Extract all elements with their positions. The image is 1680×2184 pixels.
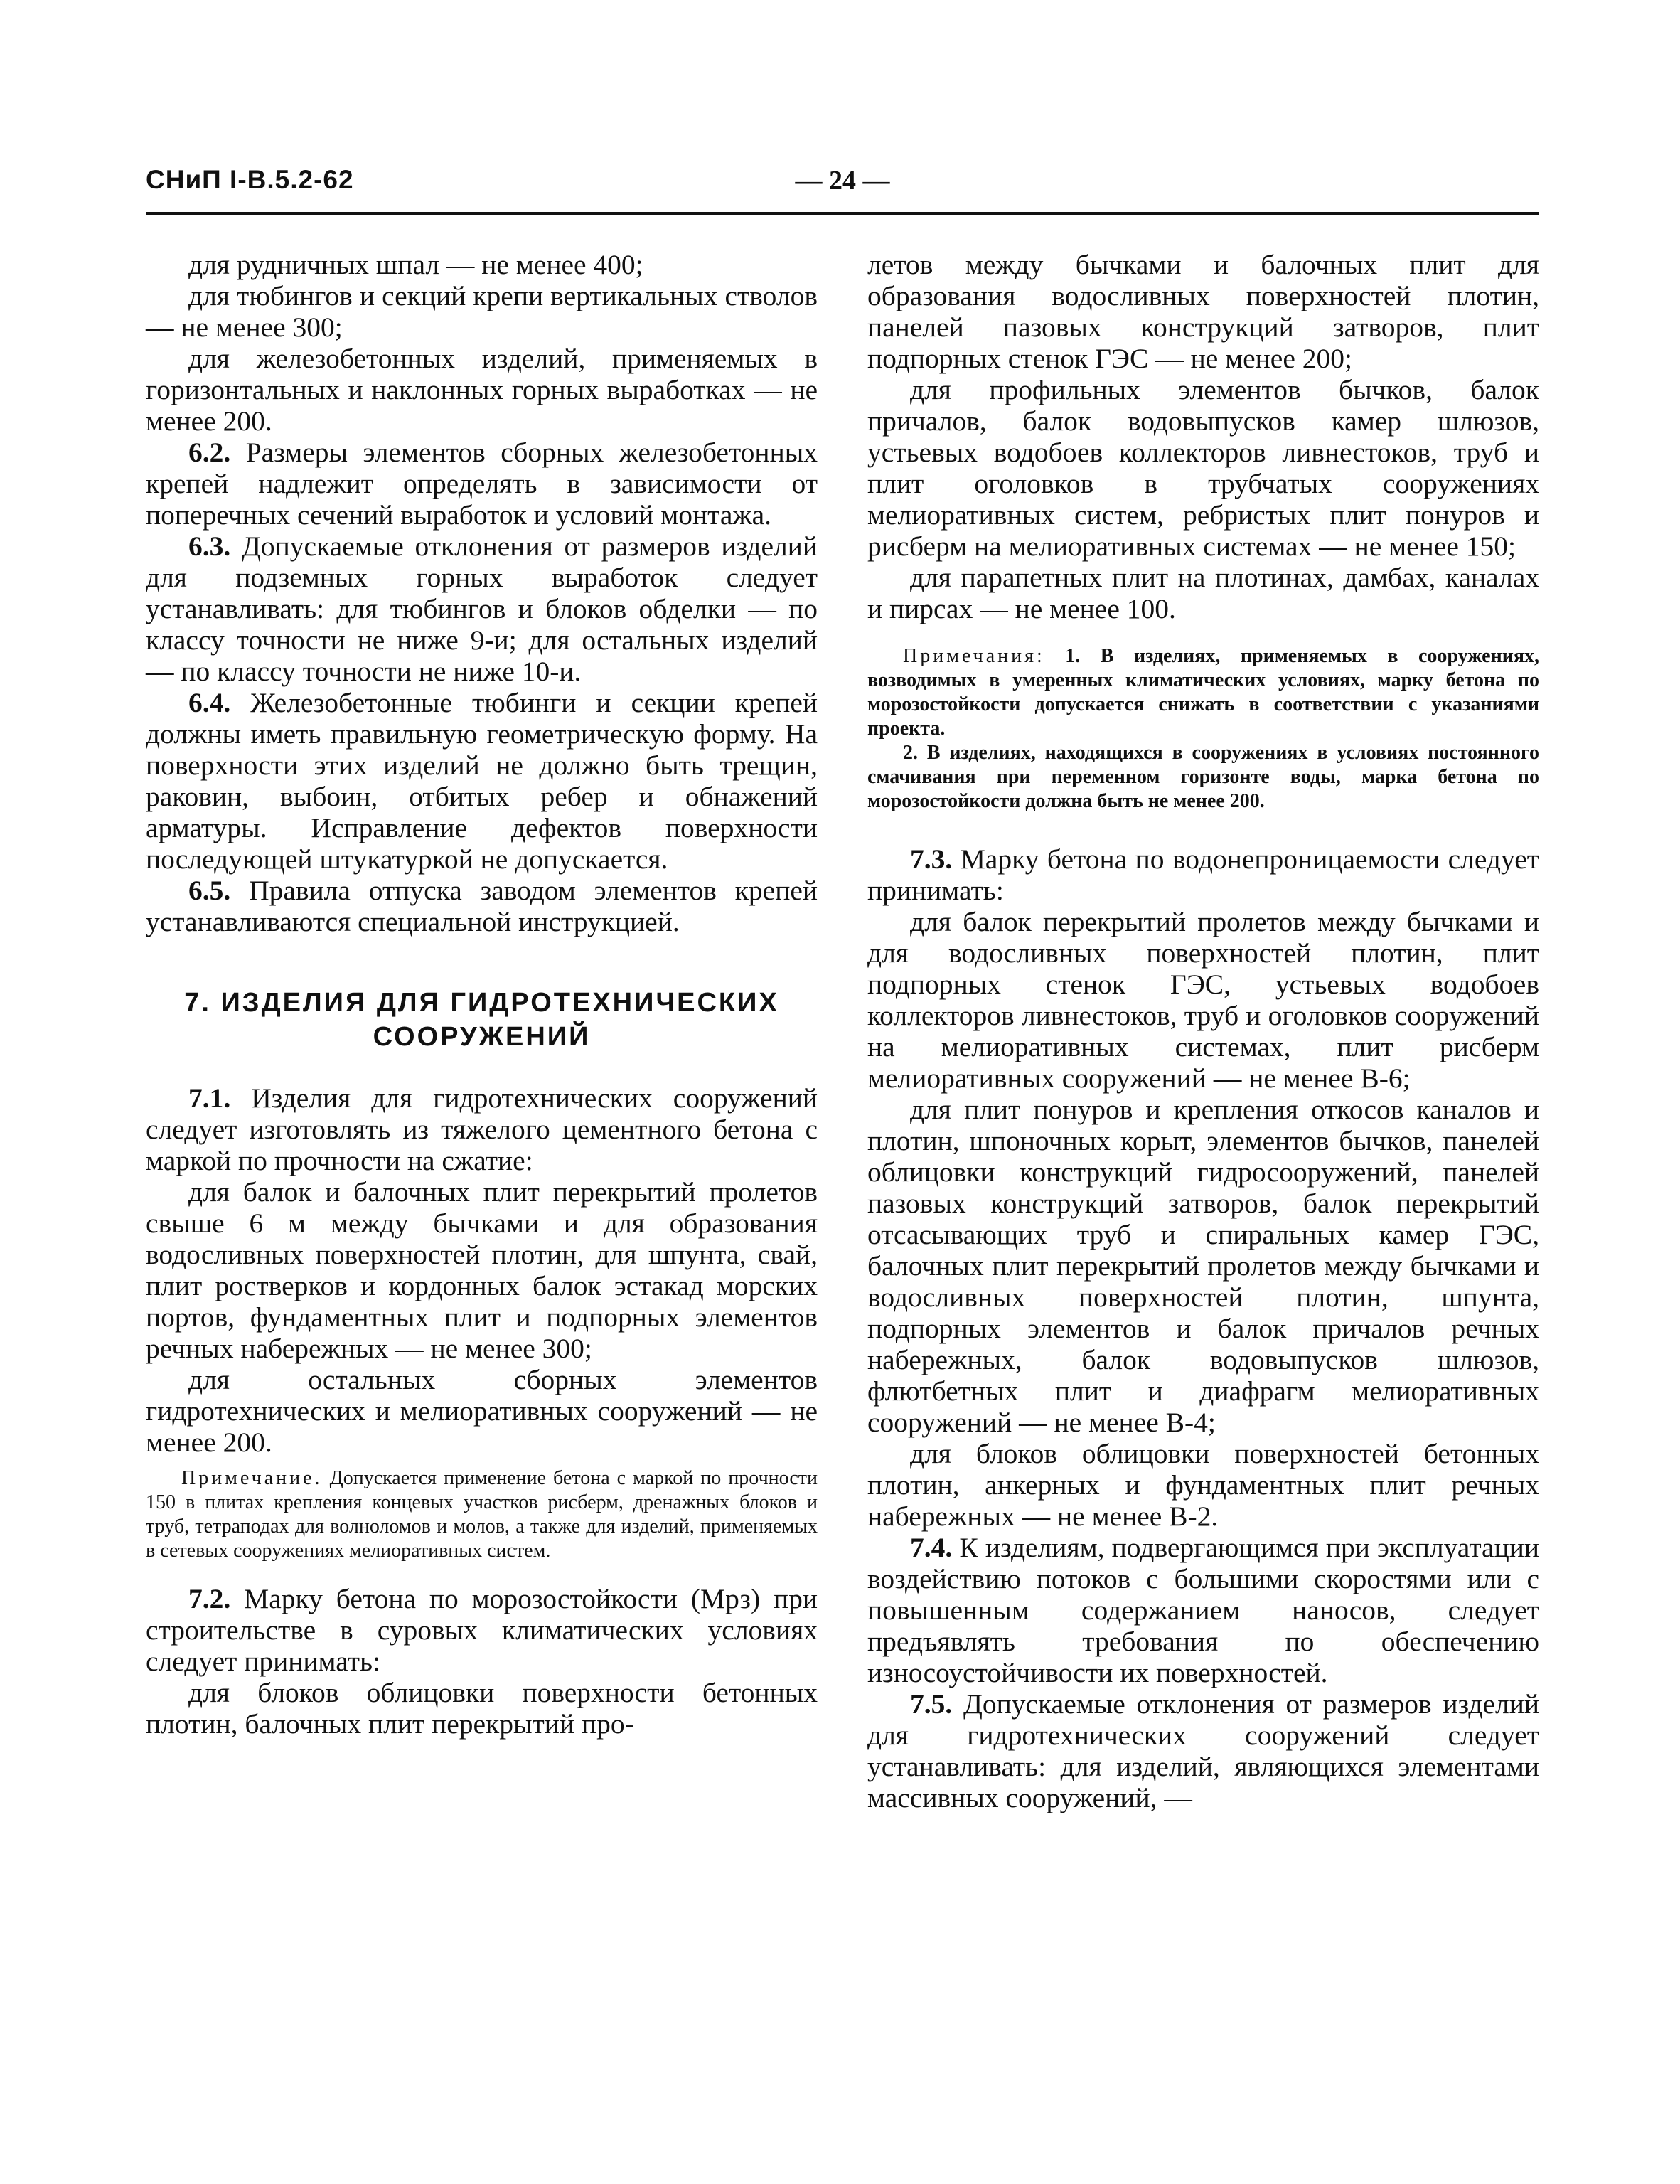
note-text: 1. В изделиях, применяемых в сооружениях, возводимых в умеренных климатических условиях, марку бетона по морозостойкости допускается снижать в соответствии с указаниями проекта.: [867, 645, 1540, 740]
section-title-line: 7. ИЗДЕЛИЯ ДЛЯ ГИДРОТЕХНИЧЕСКИХ: [184, 988, 779, 1018]
clause-number: 7.1.: [188, 1082, 231, 1114]
page-number: — 24 —: [795, 166, 890, 196]
clause-6-3: [146, 531, 818, 687]
spacer: [146, 1458, 818, 1466]
spacer: [867, 624, 1539, 644]
paragraph: для балок перекрытий пролетов между бычками и для водосливных поверхностей плотин, плит подпорных стенок ГЭС, устьевых водобоев коллекторов ливнестоков, труб и оголовков сооружений на мелиоративных системах, плит рисберм мелиоративных сооружений — не менее В-6;: [867, 906, 1539, 1094]
clause-6-2: [146, 437, 818, 531]
clause-7-3: [867, 843, 1539, 906]
section-title-line: СООРУЖЕНИЙ: [373, 1022, 591, 1052]
clause-text: Размеры элементов сборных железобетонных крепей надлежит определять в зависимости от поперечных сечений выработок и условий монтажа.: [146, 437, 818, 531]
note-text: Допускается применение бетона с маркой по прочности 150 в плитах крепления концевых участков рисберм, дренажных блоков и труб, тетраподах для волноломов и молов, а также для изделий, применяемых в сетевых сооружениях мелиоративных систем.: [146, 1467, 818, 1562]
clause-number: 7.3.: [910, 843, 953, 875]
paragraph: для рудничных шпал — не менее 400;: [188, 249, 643, 280]
paragraph: летов между бычками и балочных плит для образования водосливных поверхностей плотин, панелей пазовых конструкций затворов, плит подпорных стенок ГЭС — не менее 200;: [867, 249, 1539, 374]
clause-number: 7.4.: [910, 1532, 953, 1563]
paragraph: для железобетонных изделий, применяемых в горизонтальных и наклонных горных выработках — не менее 200.: [146, 343, 818, 437]
clause-number: 7.5.: [910, 1688, 953, 1720]
clause-text: Железобетонные тюбинги и секции крепей должны иметь правильную геометрическую форму. На поверхности этих изделий не должно быть трещин, раковин, выбоин, отбитых ребер и обнажений арматуры. Исправление дефектов поверхности последующей штукатуркой не допускается.: [146, 687, 818, 875]
clause-text: Допускаемые отклонения от размеров изделий для гидротехнических сооружений следует устанавливать: для изделий, являющихся элементами массивных сооружений, —: [867, 1688, 1539, 1813]
paragraph: для остальных сборных элементов гидротехнических и мелиоративных сооружений — не менее 200.: [146, 1364, 818, 1458]
note-label: Примечание.: [181, 1467, 323, 1489]
page-header: [146, 165, 1539, 208]
paragraph: для плит понуров и крепления откосов каналов и плотин, шпоночных корыт, элементов бычков, панелей облицовки конструкций гидросооружений, панелей пазовых конструкций затворов, балок перекрытий отсасывающих труб и спиральных камер ГЭС, балочных плит перекрытий пролетов между бычками и водосливных поверхностей плотин, шпунта, подпорных элементов и балок причалов речных набережных, балок водовыпусков шлюзов, флютбетных плит и диафрагм мелиоративных сооружений — не менее В-4;: [867, 1094, 1539, 1438]
clause-text: Марку бетона по морозостойкости (Мрз) при строительстве в суровых климатических условиях следует принимать:: [146, 1583, 818, 1677]
left-column: [146, 249, 818, 1740]
clause-6-5: [146, 875, 818, 937]
clause-number: 6.5.: [188, 875, 231, 906]
clause-text: Допускаемые отклонения от размеров изделий для подземных горных выработок следует устанавливать: для тюбингов и блоков обделки — по классу точности не ниже 9-и; для остальных изделий — по классу точности не ниже 10-и.: [146, 531, 818, 687]
spacer: [867, 814, 1539, 843]
clause-number: 6.2.: [188, 437, 231, 468]
section-title: [146, 986, 818, 1054]
document-code: СНиП I-В.5.2-62: [146, 165, 354, 194]
clause-text: Правила отпуска заводом элементов крепей устанавливаются специальной инструкцией.: [146, 875, 818, 937]
clause-text: Марку бетона по водонепроницаемости следует принимать:: [867, 843, 1539, 906]
paragraph: для тюбингов и секций крепи вертикальных стволов — не менее 300;: [146, 280, 818, 343]
spacer: [146, 1563, 818, 1583]
header-rule: [146, 212, 1539, 215]
clause-number: 7.2.: [188, 1583, 231, 1614]
right-column: [867, 249, 1539, 1813]
clause-6-4: [146, 687, 818, 875]
paragraph: для профильных элементов бычков, балок причалов, балок водовыпусков камер шлюзов, устьевых водобоев коллекторов ливнестоков, труб и плит оголовков в трубчатых сооружениях мелиоративных систем, ребристых плит понуров и рисберм на мелиоративных системах — не менее 150;: [867, 374, 1539, 562]
clause-7-1: [146, 1082, 818, 1176]
clause-text: К изделиям, подвергающимся при эксплуатации воздействию потоков с большими скоростями или с повышенным содержанием наносов, следует предъявлять требования по обеспечению износоустойчивости их поверхностей.: [867, 1532, 1540, 1688]
clause-7-5: [867, 1688, 1539, 1813]
clause-7-4: [867, 1532, 1539, 1688]
note: [867, 644, 1539, 741]
paragraph: для парапетных плит на плотинах, дамбах, каналах и пирсах — не менее 100.: [867, 562, 1539, 624]
paragraph: для блоков облицовки поверхности бетонных плотин, балочных плит перекрытий про-: [146, 1677, 818, 1740]
clause-number: 6.4.: [188, 687, 231, 718]
note: 2. В изделиях, находящихся в сооружениях в условиях постоянного смачивания при переменном горизонте воды, марка бетона по морозостойкости должна быть не менее 200.: [867, 742, 1539, 812]
note: [146, 1466, 818, 1563]
clause-7-2: [146, 1583, 818, 1677]
note-label: Примечания:: [903, 645, 1045, 667]
paragraph: для блоков облицовки поверхностей бетонных плотин, анкерных и фундаментных плит речных набережных — не менее В-2.: [867, 1438, 1539, 1532]
clause-text: Изделия для гидротехнических сооружений следует изготовлять из тяжелого цементного бетона с маркой по прочности на сжатие:: [146, 1082, 818, 1176]
paragraph: для балок и балочных плит перекрытий пролетов свыше 6 м между бычками и для образования водосливных поверхностей плотин, для шпунта, свай, плит ростверков и кордонных балок эстакад морских портов, фундаментных плит и подпорных элементов речных набережных — не менее 300;: [146, 1176, 818, 1364]
clause-number: 6.3.: [188, 531, 231, 562]
